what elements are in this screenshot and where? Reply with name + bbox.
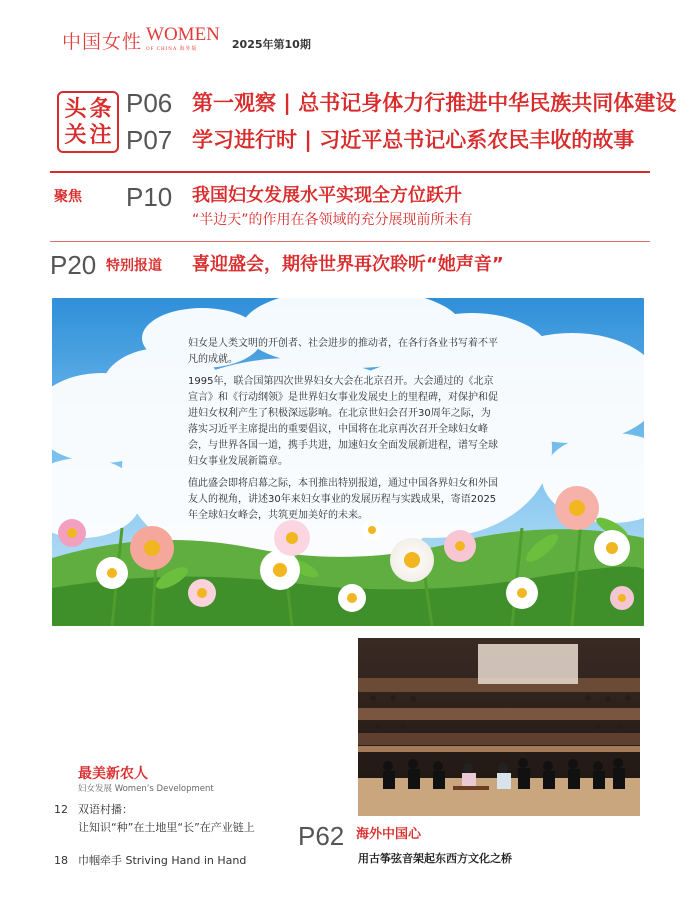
- concert-hall-illustration: [358, 638, 640, 816]
- hero-text-block: [188, 336, 500, 530]
- concert-photo[interactable]: [358, 638, 640, 816]
- story-title[interactable]: 学习进行时 | 习近平总书记心系农民丰收的故事: [192, 128, 635, 152]
- hero-illustration[interactable]: [52, 298, 644, 626]
- magazine-title-en-block: [146, 25, 220, 52]
- seal-char: 头: [64, 97, 87, 122]
- page-number: P07: [126, 125, 173, 155]
- divider: [50, 171, 650, 173]
- seal-char: 关: [64, 123, 87, 148]
- toc-entry-line2[interactable]: 让知识“种”在土地里“长”在产业链上: [78, 821, 255, 834]
- story-title[interactable]: 我国妇女发展水平实现全方位跃升: [192, 185, 462, 206]
- hero-paragraph: 1995年，联合国第四次世界妇女大会在北京召开。大会通过的《北京宣言》和《行动纲领》是世界妇女事业发展史上的里程碑，对保护和促进妇女权利产生了积极深远影响。在北京世妇会召开30周年之际，为落实习近平主席提出的重要倡议，中国将在北京再次召开全球妇女峰会，与世界各国一道，携手共进，加速妇女全面发展新进程，谱写全球妇女事业发展新篇章。: [188, 376, 498, 467]
- magazine-title-cn: 中国女性: [62, 31, 143, 53]
- headline-seal: [57, 91, 119, 153]
- issue-number: 2025年第10期: [231, 38, 311, 51]
- toc-page-number: 18: [54, 854, 68, 867]
- seal-char: 条: [89, 97, 112, 122]
- magazine-title-en: WOMEN: [146, 24, 220, 45]
- feature-label[interactable]: 海外中国心: [356, 827, 422, 842]
- divider: [50, 241, 650, 242]
- story-title[interactable]: 喜迎盛会，期待世界再次聆听“她声音”: [192, 254, 504, 275]
- masthead: [62, 24, 311, 52]
- section-label-special: 特别报道: [106, 258, 162, 274]
- page-number: P62: [298, 821, 345, 851]
- hero-paragraph: 值此盛会即将启幕之际，本刊推出特别报道，通过中国各界妇女和外国友人的视角，讲述30年来妇女事业的发展历程与实践成果，寄语2025年全球妇女峰会，共筑更加美好的未来。: [188, 478, 498, 521]
- section-label-focus: 聚焦: [54, 189, 82, 205]
- toc-page-number: 12: [54, 803, 68, 816]
- section-title-farmers[interactable]: 最美新农人: [78, 766, 148, 782]
- page-number: P06: [126, 88, 173, 118]
- page-number: P20: [50, 250, 97, 280]
- toc-entry[interactable]: 双语村播：: [78, 803, 133, 816]
- feature-caption: 用古筝弦音架起东西方文化之桥: [358, 852, 512, 865]
- story-title[interactable]: 第一观察 | 总书记身体力行推进中华民族共同体建设: [192, 91, 677, 115]
- hero-paragraph: 妇女是人类文明的开创者、社会进步的推动者，在各行各业书写着不平凡的成就。: [188, 338, 498, 365]
- seal-char: 注: [89, 123, 112, 148]
- section-subtitle: 妇女发展 Women’s Development: [78, 784, 214, 794]
- toc-entry[interactable]: 巾帼牵手 Striving Hand in Hand: [78, 854, 247, 867]
- magazine-title-sub: OF CHINA 海外版: [146, 47, 198, 52]
- page-number: P10: [126, 182, 173, 212]
- story-subtitle: “半边天”的作用在各领域的充分展现前所未有: [192, 212, 473, 228]
